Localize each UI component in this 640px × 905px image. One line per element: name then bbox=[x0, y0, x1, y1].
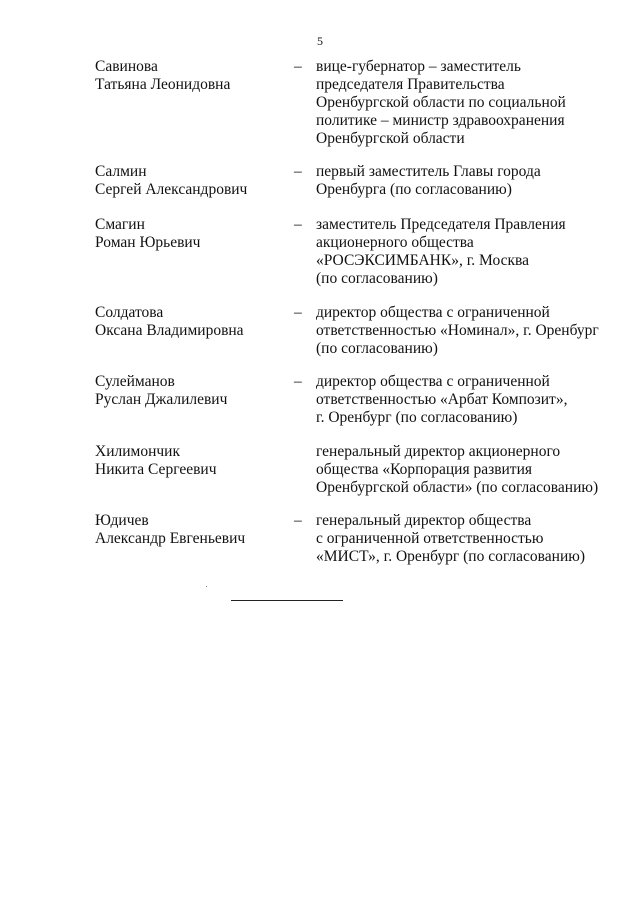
position-line: политике – министр здравоохранения bbox=[316, 112, 565, 129]
member-name bbox=[95, 512, 285, 548]
page-number: 5 bbox=[317, 34, 323, 48]
position-line: Оренбургской области» (по согласованию) bbox=[316, 479, 599, 496]
member-surname: Хилимончик bbox=[95, 443, 180, 460]
dash-separator: – bbox=[294, 58, 302, 75]
member-surname: Солдатова bbox=[95, 304, 164, 321]
position-line: директор общества с ограниченной bbox=[316, 304, 550, 321]
position-line: председателя Правительства bbox=[316, 76, 505, 93]
member-given-names: Роман Юрьевич bbox=[95, 234, 201, 251]
end-of-list-rule bbox=[231, 600, 343, 601]
member-name bbox=[95, 163, 285, 199]
position-line: генеральный директор акционерного bbox=[316, 443, 561, 460]
position-line: с ограниченной ответственностью bbox=[316, 530, 544, 547]
member-name bbox=[95, 304, 285, 340]
position-line: генеральный директор общества bbox=[316, 512, 532, 529]
dash-separator: – bbox=[294, 373, 302, 390]
position-line: (по согласованию) bbox=[316, 270, 438, 287]
member-surname: Смагин bbox=[95, 216, 145, 233]
position-line: Оренбурга (по согласованию) bbox=[316, 181, 512, 198]
member-position bbox=[316, 512, 616, 566]
dash-separator: – bbox=[294, 163, 302, 180]
member-given-names: Никита Сергеевич bbox=[95, 461, 217, 478]
position-line: Оренбургской области по социальной bbox=[316, 94, 566, 111]
position-line: Оренбургской области bbox=[316, 130, 465, 147]
member-name bbox=[95, 373, 285, 409]
member-given-names: Александр Евгеньевич bbox=[95, 530, 246, 547]
position-line: «МИСТ», г. Оренбург (по согласованию) bbox=[316, 548, 585, 565]
member-given-names: Оксана Владимировна bbox=[95, 322, 244, 339]
position-line: директор общества с ограниченной bbox=[316, 373, 550, 390]
position-line: ответственностью «Номинал», г. Оренбург bbox=[316, 322, 599, 339]
member-position bbox=[316, 216, 616, 288]
position-line: ответственностью «Арбат Композит», bbox=[316, 391, 568, 408]
member-name bbox=[95, 216, 285, 252]
member-position bbox=[316, 373, 616, 427]
dash-separator: – bbox=[294, 512, 302, 529]
member-surname: Сулейманов bbox=[95, 373, 175, 390]
position-line: акционерного общества bbox=[316, 234, 474, 251]
member-position bbox=[316, 58, 616, 148]
member-given-names: Татьяна Леонидовна bbox=[95, 76, 231, 93]
position-line: (по согласованию) bbox=[316, 340, 438, 357]
member-name bbox=[95, 443, 285, 479]
position-line: общества «Корпорация развития bbox=[316, 461, 533, 478]
position-line: первый заместитель Главы города bbox=[316, 163, 541, 180]
position-line: г. Оренбург (по согласованию) bbox=[316, 409, 518, 426]
position-line: вице-губернатор – заместитель bbox=[316, 58, 521, 75]
member-surname: Савинова bbox=[95, 58, 158, 75]
scan-speck bbox=[206, 586, 207, 587]
member-surname: Юдичев bbox=[95, 512, 149, 529]
member-position bbox=[316, 304, 616, 358]
member-position bbox=[316, 443, 616, 497]
member-position bbox=[316, 163, 616, 199]
member-name bbox=[95, 58, 285, 94]
position-line: заместитель Председателя Правления bbox=[316, 216, 566, 233]
position-line: «РОСЭКСИМБАНК», г. Москва bbox=[316, 252, 529, 269]
member-surname: Салмин bbox=[95, 163, 147, 180]
member-given-names: Руслан Джалилевич bbox=[95, 391, 228, 408]
dash-separator: – bbox=[294, 216, 302, 233]
dash-separator: – bbox=[294, 304, 302, 321]
member-given-names: Сергей Александрович bbox=[95, 181, 248, 198]
